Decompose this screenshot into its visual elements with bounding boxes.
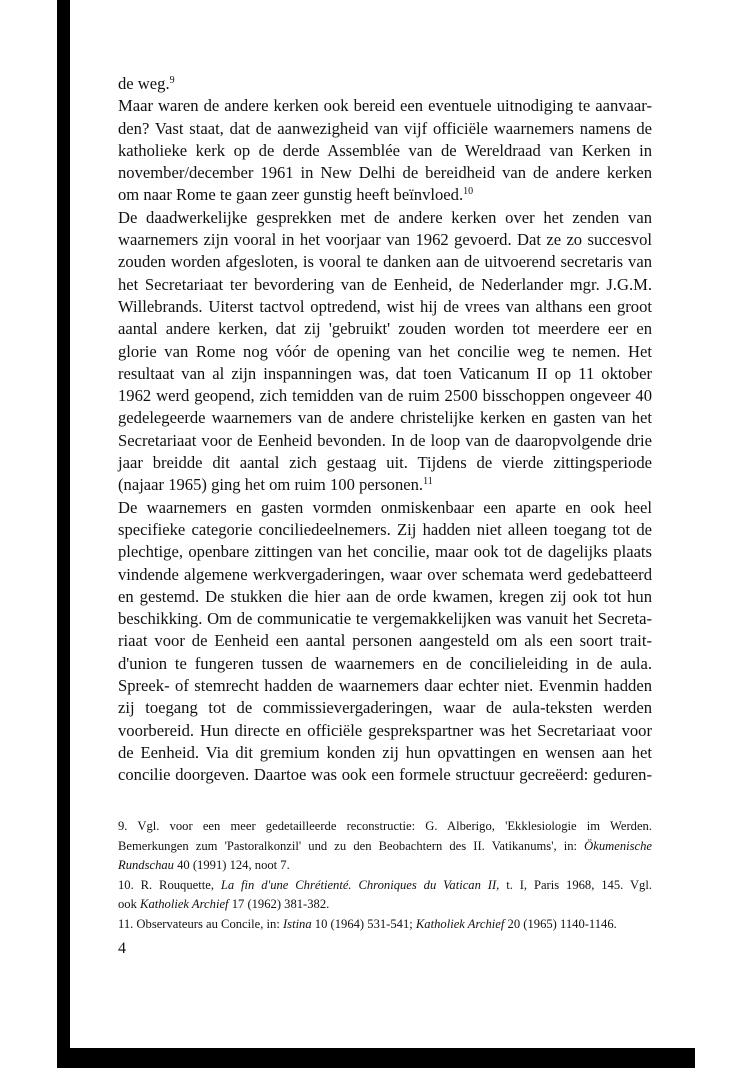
footnote-text: 20 (1965) 1140-1146. — [504, 916, 617, 931]
footnote-text: 10. R. Rouquette, — [118, 877, 221, 892]
text-line — [118, 452, 652, 474]
italic-title: Istina — [282, 916, 312, 931]
line-text: plechtige, openbare zittingen van het concilie, maar ook tot de dagelijks plaats — [118, 542, 652, 562]
footnote-text: 10 (1964) 531-541; — [311, 916, 416, 931]
footnote-line — [118, 856, 652, 876]
text-line — [118, 697, 652, 719]
text-line — [118, 140, 652, 162]
text-line — [118, 630, 652, 652]
footnote-line — [118, 817, 652, 837]
italic-title: Katholiek Archief — [415, 916, 505, 931]
text-line — [118, 675, 652, 697]
page-number: 4 — [118, 940, 126, 957]
footnote-text: 17 (1962) 381-382. — [228, 897, 330, 912]
line-text: de Eenheid. Via dit gremium konden zij hun opvattingen en wensen aan het — [118, 742, 652, 762]
text-line — [118, 541, 652, 563]
footnote-text: 40 (1991) 124, noot 7. — [173, 858, 290, 873]
footnote-text: Bemerkungen zum 'Pastoralkonzil' und zu den Beobachtern des II. Vatikanums', in: — [118, 838, 585, 853]
line-text: De waarnemers en gasten vormden onmiskenbaar een aparte en ook heel — [118, 497, 652, 517]
line-text: en gestemd. De stukken die hier aan de orde kwamen, kregen zij ook tot hun — [118, 586, 652, 606]
footnote-reference: 9 — [169, 75, 175, 86]
footnote — [118, 915, 652, 935]
line-text: november/december 1961 in New Delhi de bereidheid van de andere kerken — [118, 163, 652, 183]
footnote-reference: 10 — [463, 186, 474, 198]
footnote — [118, 876, 652, 915]
text-line — [118, 742, 652, 764]
text-line — [118, 608, 652, 630]
text-line — [118, 564, 652, 586]
line-text: jaar breidde dit aantal zich gestaag uit. Tijdens de vierde zittingsperiode — [118, 453, 652, 473]
body-text — [118, 73, 652, 787]
italic-title: Ökumenische — [584, 838, 652, 853]
line-text: resultaat van al zijn inspanningen was, dat toen Vaticanum II op 11 oktober — [118, 363, 652, 383]
footnote-line — [118, 837, 652, 857]
line-text: d'union te fungeren tussen de waarnemers en de concilieleiding in de aula. — [118, 653, 652, 673]
line-text: zouden worden afgesloten, is vooral te danken aan de uitvoerend secretaris van — [118, 252, 652, 272]
line-text: het Secretariaat ter bevordering van de Eenheid, de Nederlander mgr. J.G.M. — [118, 274, 652, 294]
footnote-line — [118, 876, 652, 896]
line-text: Spreek- of stemrecht hadden de waarnemers daar echter niet. Evenmin hadden — [118, 676, 652, 696]
line-text: om naar Rome te gaan zeer gunstig heeft beïnvloed. — [118, 185, 464, 205]
line-text: Secretariaat voor de Eenheid bevonden. In de loop van de daaropvolgende drie — [118, 430, 652, 450]
text-line — [118, 341, 652, 363]
line-text: waarnemers zijn vooral in het voorjaar van 1962 gevoerd. Dat ze zo succesvol — [118, 230, 652, 250]
line-text: 1962 werd geopend, zich temidden van de ruim 2500 bisschoppen ongeveer 40 — [118, 386, 652, 406]
footnote-line — [118, 915, 652, 935]
line-text: de weg. — [118, 74, 170, 93]
line-text: specifieke categorie conciliedeelnemers. Zij hadden niet alleen toegang tot de — [118, 519, 652, 539]
line-text: Maar waren de andere kerken ook bereid een eventuele uitnodiging te aanvaar- — [118, 96, 652, 116]
line-text: glorie van Rome nog vóór de opening van het concilie weg te nemen. Het — [118, 341, 652, 361]
line-text: riaat voor de Eenheid een aantal personen aangesteld om als een soort trait- — [118, 631, 652, 651]
footnote — [118, 817, 652, 876]
line-text: katholieke kerk op de derde Assemblée van de Wereldraad van Kerken in — [118, 140, 652, 160]
line-text: gedelegeerde waarnemers van de andere christelijke kerken en gasten van het — [118, 408, 652, 428]
footnote-text: 9. Vgl. voor een meer gedetailleerde reconstructie: G. Alberigo, 'Ekklesiologie im Werden. — [118, 819, 652, 833]
text-line — [118, 296, 652, 318]
text-line — [118, 519, 652, 541]
text-line — [118, 73, 652, 95]
text-line — [118, 251, 652, 273]
line-text: concilie doorgeven. Daartoe was ook een formele structuur gecreëerd: geduren- — [118, 765, 652, 785]
scan-border-left — [57, 0, 70, 1068]
text-line — [118, 363, 652, 385]
footnote-text: t. I, Paris 1968, 145. Vgl. — [499, 877, 652, 892]
line-text: den? Vast staat, dat de aanwezigheid van vijf officiële waarnemers namens de — [118, 118, 652, 138]
line-text: zij toegang tot de commissievergaderingen, waar de aula-teksten werden — [118, 698, 652, 718]
line-text: beschikking. Om de communicatie te vergemakkelijken was vanuit het Secreta- — [118, 609, 652, 629]
text-line — [118, 497, 652, 519]
footnote-text: 11. Observateurs au Concile, in: — [118, 916, 283, 931]
scan-border-bottom — [57, 1048, 695, 1068]
text-line — [118, 95, 652, 117]
footnote-text: ook — [118, 897, 141, 912]
line-text: vindende algemene werkvergaderingen, waar over schemata werd gedebatteerd — [118, 564, 652, 584]
text-line — [118, 207, 652, 229]
text-line — [118, 474, 652, 496]
line-text: De daadwerkelijke gesprekken met de andere kerken over het zenden van — [118, 207, 652, 227]
text-line — [118, 430, 652, 452]
line-text: (najaar 1965) ging het om ruim 100 personen. — [118, 475, 424, 495]
text-line — [118, 653, 652, 675]
italic-title: La fin d'une Chrétienté. Chroniques du Vatican II, — [220, 877, 500, 892]
italic-title: Katholiek Archief — [140, 897, 229, 912]
text-line — [118, 229, 652, 251]
footnotes — [118, 817, 652, 935]
text-line — [118, 184, 652, 206]
text-line — [118, 318, 652, 340]
text-line — [118, 274, 652, 296]
italic-title: Rundschau — [118, 858, 174, 873]
text-line — [118, 407, 652, 429]
text-line — [118, 764, 652, 786]
text-line — [118, 586, 652, 608]
text-line — [118, 118, 652, 140]
footnote-line — [118, 895, 652, 915]
footnote-reference: 11 — [423, 476, 433, 488]
line-text: voorbereid. Hun directe en officiële gesprekspartner was het Secretariaat voor — [118, 720, 652, 740]
text-line — [118, 385, 652, 407]
line-text: Willebrands. Uiterst tactvol optredend, wist hij de vrees van althans een groot — [118, 296, 652, 316]
line-text: aantal andere kerken, dat zij 'gebruikt' zouden worden tot meerdere eer en — [118, 319, 652, 339]
text-line — [118, 720, 652, 742]
text-line — [118, 162, 652, 184]
